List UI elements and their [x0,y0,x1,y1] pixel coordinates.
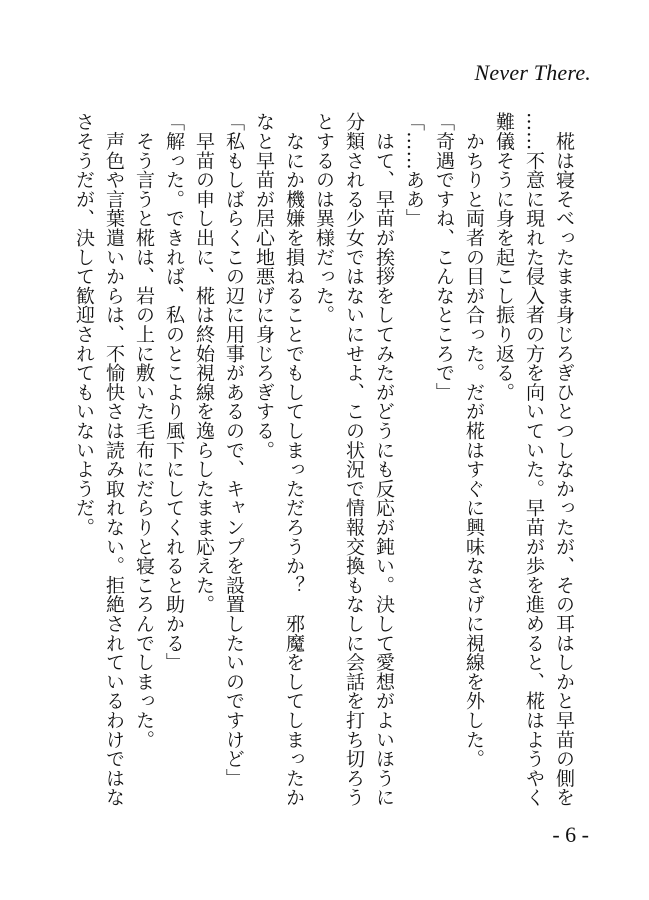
text-line: とするのは異様だった。 [313,112,335,325]
text-line: なにか機嫌を損ねることでもしてしまっただろうか？ 邪魔をしてしまったか [283,112,305,807]
text-line: ……不意に現れた侵入者の方を向いていた。早苗が歩を進めると、椛はようやく [523,112,545,807]
text-line: 「解った。できれば、私のとこより風下にしてくれると助かる」 [163,112,185,672]
page-number: - 6 - [552,822,589,847]
text-line: 声色や言葉遣いからは、不愉快さは読み取れない。拒絶されているわけではな [103,112,125,807]
text-line: 「私もしばらくこの辺に用事があるので、キャンプを設置したいのですけど」 [223,112,245,788]
text-line: 椛は寝そべったまま身じろぎひとつしなかったが、その耳はしかと早苗の側を [553,112,575,807]
text-line: 「……ああ」 [403,112,425,228]
text-line: かちりと両者の目が合った。だが椛はすぐに興味なさげに視線を外した。 [463,112,485,769]
text-line: そう言うと椛は、岩の上に敷いた毛布にだらりと寝ころんでしまった。 [133,112,155,749]
text-line: 分類される少女ではないにせよ、この状況で情報交換もなしに会話を打ち切ろう [343,112,365,807]
vertical-body-text [59,112,579,832]
running-header-title: Never There. [474,60,591,85]
text-line: 難儀そうに身を起こし振り返る。 [493,112,515,402]
text-line: はて、早苗が挨拶をしてみたがどうにも反応が鈍い。決して愛想がよいほうに [373,112,395,807]
text-line: 「奇遇ですね、こんなところで」 [433,112,455,402]
text-line: 早苗の申し出に、椛は終始視線を逸らしたまま応えた。 [193,112,215,614]
text-line: さそうだが、決して歓迎されてもいないようだ。 [73,112,95,537]
text-line: なと早苗が居心地悪げに身じろぎする。 [253,112,275,460]
